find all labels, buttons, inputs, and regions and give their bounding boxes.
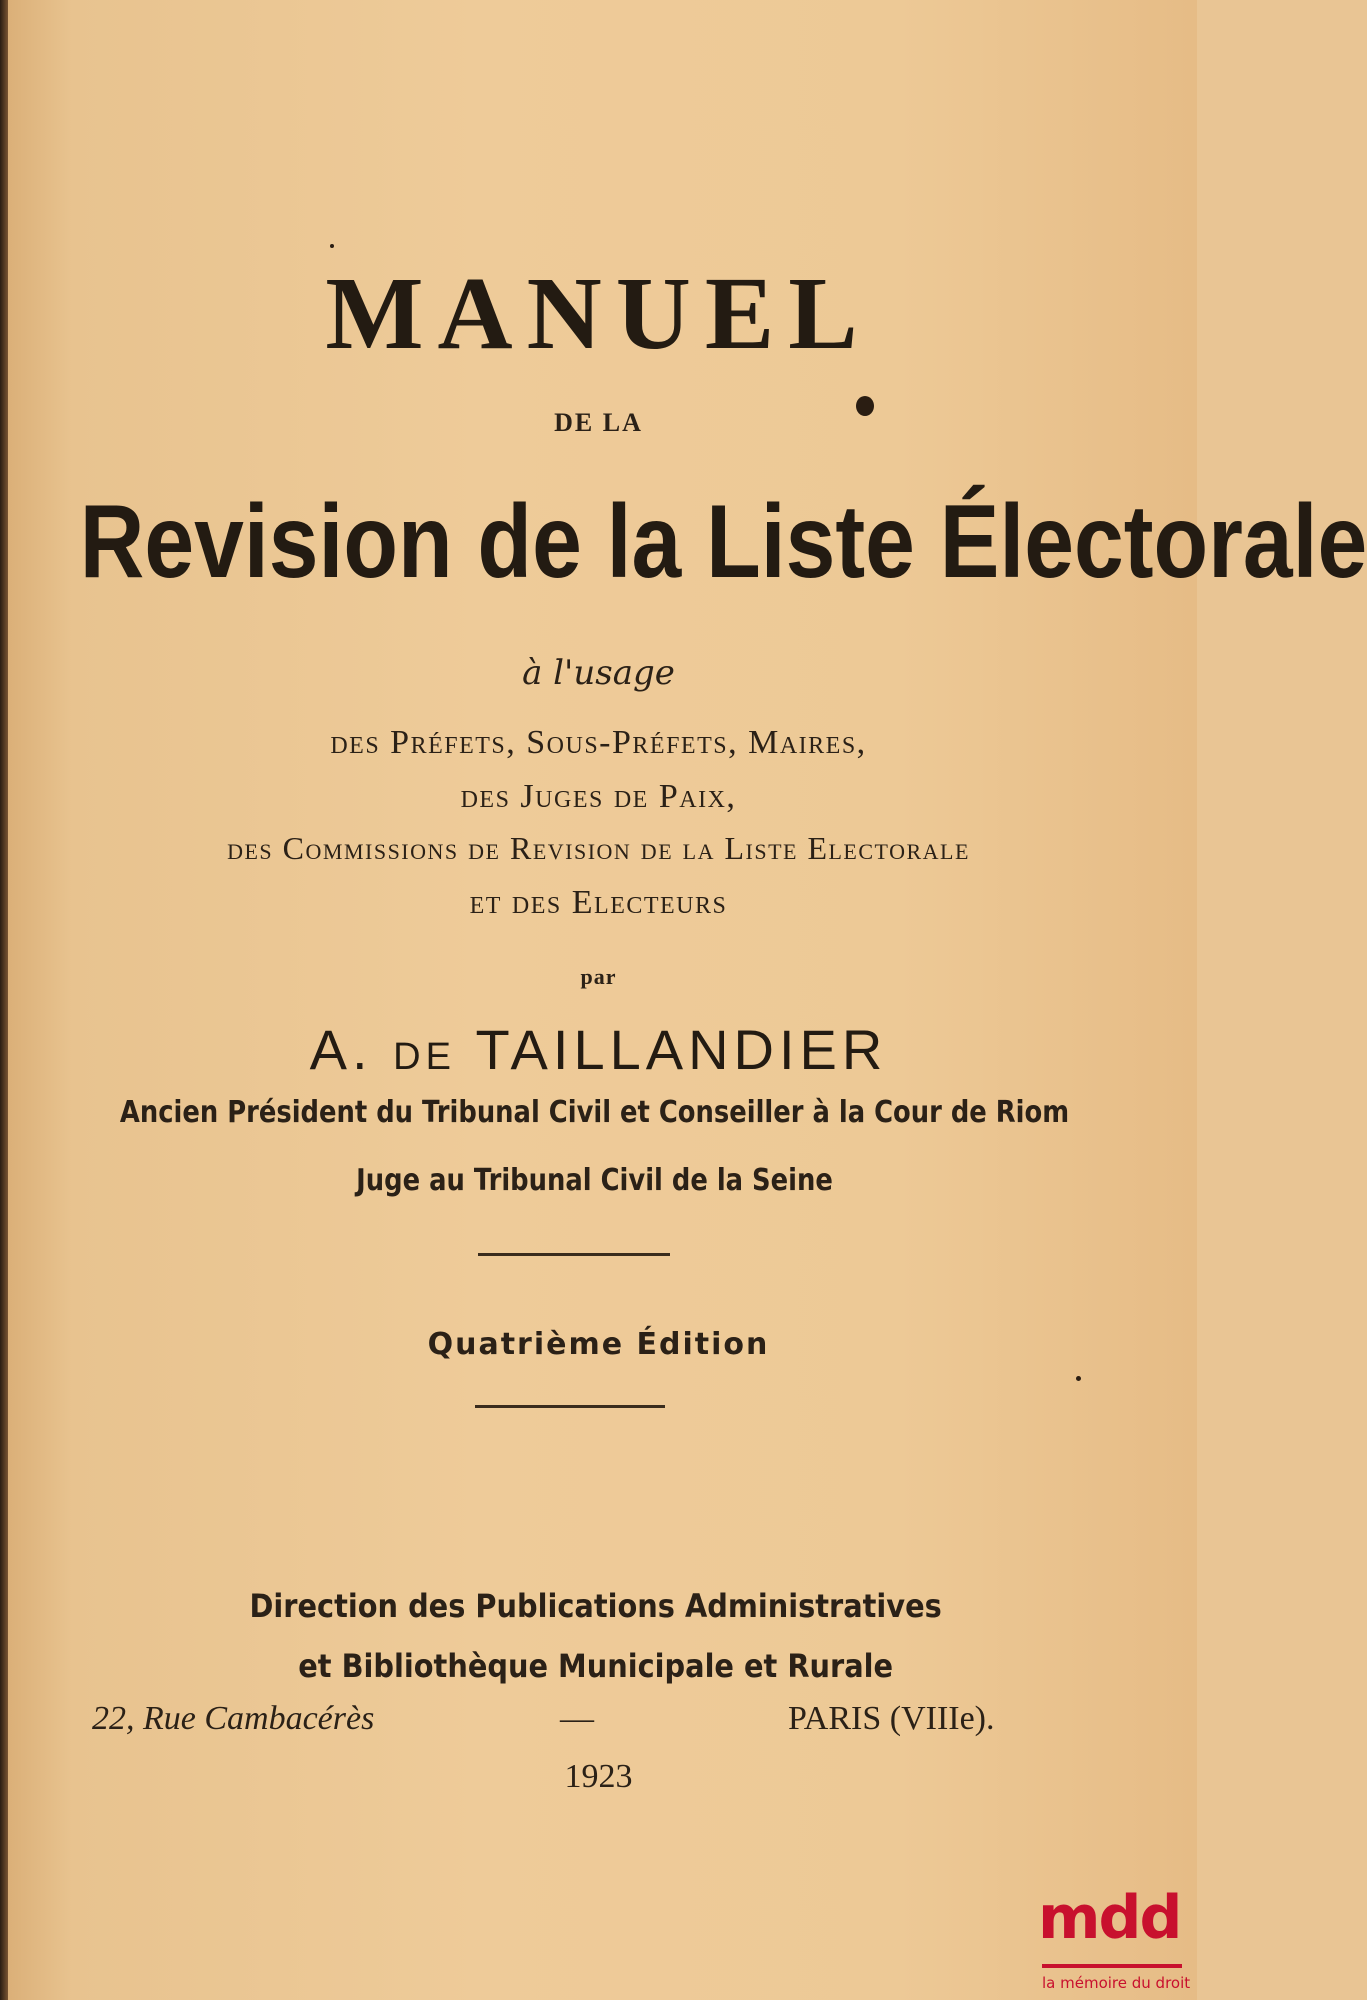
ink-speck: [1076, 1376, 1081, 1381]
ink-speck: [330, 244, 334, 248]
publisher-city: PARIS (VIIIe).: [788, 1700, 995, 1737]
watermark-caption: la mémoire du droit: [1042, 1974, 1191, 1992]
ink-speck: [856, 396, 874, 416]
author-name: [0, 1018, 1197, 1081]
divider: [478, 1253, 670, 1256]
author-surname: TAILLANDIER: [475, 1018, 888, 1081]
publisher-line: et Bibliothèque Municipale et Rurale: [298, 1647, 894, 1685]
watermark-logo: [1038, 1883, 1191, 1996]
book-title: MANUEL: [325, 256, 872, 371]
watermark-letters: mdd: [1038, 1883, 1181, 1953]
author-role: Juge au Tribunal Civil de la Seine: [356, 1163, 833, 1198]
author-particle: DE: [393, 1036, 456, 1078]
address-separator: —: [560, 1700, 594, 1737]
audience-line: des Commissions de Revision de la Liste Electorale: [227, 830, 970, 866]
watermark-bar: [1042, 1964, 1182, 1968]
publication-year: 1923: [564, 1758, 633, 1795]
audience-line: des Préfets, Sous-Préfets, Maires,: [330, 724, 867, 761]
usage-line: à l'usage: [522, 653, 675, 693]
book-subtitle: Revision de la Liste Électorale: [79, 484, 1367, 600]
publisher-line: Direction des Publications Administratives: [249, 1587, 942, 1625]
edition: Quatrième Édition: [427, 1327, 770, 1362]
author-role: Ancien Président du Tribunal Civil et Conseiller à la Cour de Riom: [119, 1095, 1070, 1130]
by-line: par: [580, 964, 617, 989]
publisher-street: 22, Rue Cambacérès: [92, 1700, 375, 1737]
audience-line: et des Electeurs: [469, 884, 728, 921]
title-connector: DE LA: [554, 408, 643, 437]
divider: [475, 1405, 665, 1408]
author-initial: A.: [309, 1018, 373, 1081]
audience-line: des Juges de Paix,: [460, 778, 737, 815]
